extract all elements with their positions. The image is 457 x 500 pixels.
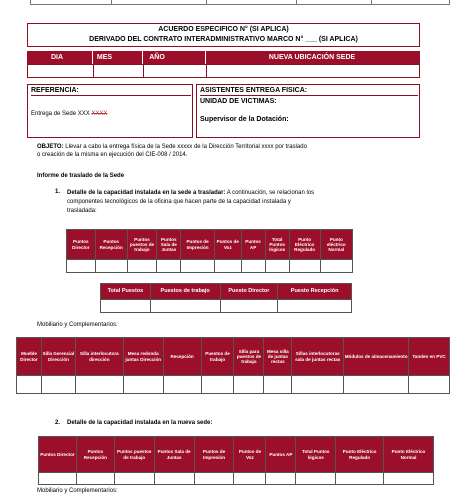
t1-header-puestos: Puntos puestos de trabajo	[127, 230, 157, 260]
agreement-title: ACUERDO ESPECIFICO N° (SI APLICA)	[158, 26, 289, 33]
t2-header-director: Puesto Director	[220, 284, 278, 300]
t2-header-total: Total Puestos	[101, 284, 151, 300]
top-strip	[30, 0, 450, 5]
mobiliario-label-2: Mobiliario y Complementarios:	[37, 488, 118, 494]
t2-header-recepcion: Puesto Recepción	[278, 284, 352, 300]
table-row	[101, 300, 352, 313]
reference-value-crossed: XXXX	[91, 111, 108, 117]
objeto-label: OBJETO:	[37, 144, 64, 150]
table-puestos	[100, 283, 352, 313]
table-row	[67, 260, 353, 273]
item2-number: 2.	[55, 420, 61, 426]
agreement-header	[27, 23, 420, 47]
t3-header-mesa-redonda: Mesa redonda juntas Dirección	[123, 338, 163, 376]
t3-header-silla-puestos: Silla para puestos de trabajo	[234, 338, 264, 376]
t1-header-sala: Puntos Sala de Juntas	[157, 230, 181, 260]
t4-header-director: Puntos Director	[39, 437, 77, 473]
t1-header-regulado: Punto Eléctrico Regulado	[289, 230, 320, 260]
date-location-header	[27, 51, 420, 64]
col-nueva-ubicacion: NUEVA UBICACIÓN SEDE	[268, 54, 356, 61]
t4-header-regulado: Punto Eléctrico Regulado	[336, 437, 384, 473]
table-row	[17, 376, 450, 394]
t1-header-voz: Puntos de Voz	[214, 230, 241, 260]
header-divider	[92, 51, 93, 64]
unidad-victimas-label: UNIDAD DE VICTIMAS:	[200, 98, 277, 105]
mobiliario-label: Mobiliario y Complementarios:	[37, 322, 118, 328]
reference-value-text: Entrega de Sede XXX	[31, 111, 92, 117]
top-strip-divider	[371, 0, 372, 5]
t1-header-director: Puntos Director	[67, 230, 96, 260]
reference-value	[31, 111, 107, 117]
t3-header-silla-gerencial: Silla Gerencial Dirección	[41, 338, 75, 376]
objeto-text2: o creación de la misma en ejecución del CIE-008 / 2014.	[37, 152, 188, 158]
t4-header-recepcion: Puntos Recepción	[76, 437, 114, 473]
t3-header-tanden: Tanden en PVC	[409, 338, 450, 376]
supervisor-label: Supervisor de la Dotación:	[200, 116, 289, 123]
item1-text2: componentes tecnológicos de la oficina que hacen parte de la capacidad instalada y	[67, 199, 291, 205]
t1-header-recepcion: Puntos Recepción	[95, 230, 127, 260]
item1-text3: trasladada:	[67, 208, 97, 214]
t3-header-sillas-interlocutoras: Sillas interlocutoras sala de juntas rectas	[292, 338, 344, 376]
t4-header-normal: Punto Eléctrico Normal	[384, 437, 434, 473]
reference-label: REFERENCIA:	[31, 87, 191, 96]
t4-header-voz: Puntos de Voz	[234, 437, 266, 473]
t3-header-recepcion: Recepción	[163, 338, 201, 376]
t4-header-total: Total Puntos lógicos	[296, 437, 336, 473]
table-mobiliario-current	[16, 337, 450, 394]
informe-title: Informe de traslado de la Sede	[37, 173, 125, 179]
top-strip-divider	[296, 0, 297, 5]
table-capacity-new	[38, 436, 434, 485]
row-divider	[206, 65, 207, 78]
item1-text1: A continuación, se relacionan los	[225, 190, 315, 196]
t3-header-mesa-juntas: Mesa silla de juntas rectas	[264, 338, 292, 376]
attendees-block	[196, 84, 420, 138]
col-dia: DIA	[50, 54, 64, 61]
t3-header-mueble: Mueble Director	[17, 338, 42, 376]
date-location-row	[27, 64, 420, 78]
row-divider	[93, 65, 94, 78]
row-divider	[143, 65, 144, 78]
col-ano: AÑO	[149, 54, 165, 61]
t3-header-puestos: Puestos de trabajo	[201, 338, 234, 376]
t3-header-silla-interlocutora: Silla interlocutora dirección	[75, 338, 123, 376]
objeto-paragraph	[37, 143, 437, 159]
t1-header-impresion: Puntos de Impresión	[181, 230, 215, 260]
t4-header-impresion: Puntos de Impresión	[194, 437, 234, 473]
t4-header-puestos: Puntos puestos de trabajo	[114, 437, 154, 473]
item2-title: Detalle de la capacidad instalada en la nueva sede:	[67, 420, 213, 426]
table-row	[39, 473, 434, 485]
header-divider	[205, 51, 206, 64]
top-strip-divider	[206, 0, 207, 5]
t4-header-ap: Puntos AP	[266, 437, 296, 473]
col-mes: MES	[96, 54, 113, 61]
top-strip-divider	[111, 0, 112, 5]
t3-header-modulos: Módulos de almacenamiento	[344, 338, 409, 376]
t2-header-trabajo: Puestos de trabajo	[150, 284, 220, 300]
derived-contract-title: DERIVADO DEL CONTRATO INTERADMINISTRATIVO MARCO N° ___ (SI APLICA)	[89, 36, 358, 43]
item1-paragraph	[67, 189, 447, 216]
reference-block	[27, 84, 193, 138]
t1-header-total: Total Puntos lógicos	[265, 230, 289, 260]
item1-title: Detalle de la capacidad instalada en la sede a trasladar:	[67, 190, 226, 196]
objeto-text1: Llevar a cabo la entrega física de la Sede xxxxx de la Dirección Territorial xxxx por traslado	[63, 144, 307, 150]
t1-header-normal: Punto eléctrico Normal	[320, 230, 352, 260]
t4-header-sala: Puntos Sala de Juntas	[154, 437, 194, 473]
item1-number: 1.	[55, 189, 61, 195]
t1-header-ap: Puntos AP	[241, 230, 265, 260]
table-capacity-current	[66, 229, 353, 273]
attendees-label: ASISTENTES ENTREGA FISICA:	[200, 87, 418, 96]
header-divider	[142, 51, 143, 64]
